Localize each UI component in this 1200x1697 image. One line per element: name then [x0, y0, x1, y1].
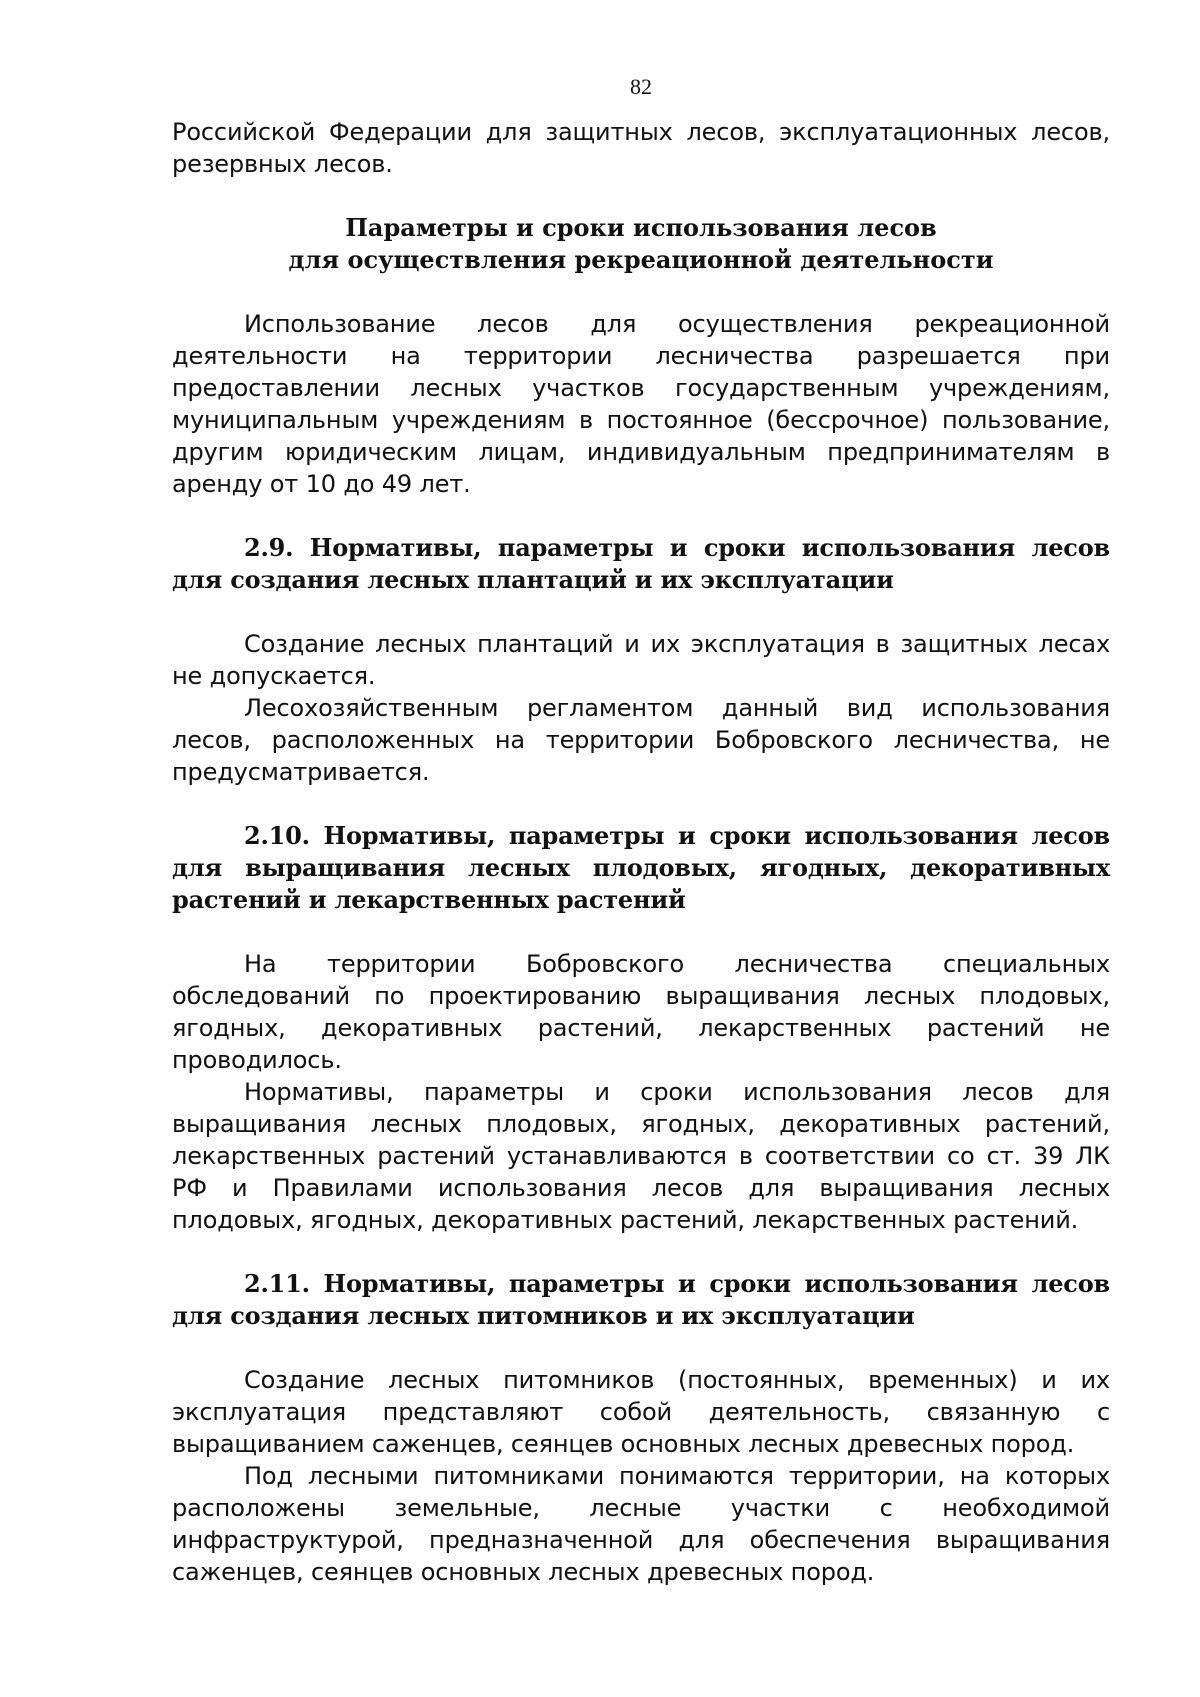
paragraph-continuation: Российской Федерации для защитных лесов, эксплуатационных лесов, резервных лесов. [172, 118, 1110, 178]
paragraph-2-9-a: Создание лесных плантаций и их эксплуатация в защитных лесах не допускается. [172, 630, 1110, 690]
paragraph-2-11-a: Создание лесных питомников (постоянных, временных) и их эксплуатация представляют собой деятельность, связанную с выращиванием саженцев, сеянцев основных лесных древесных пород. [172, 1366, 1110, 1458]
page-number: 82 [630, 74, 652, 99]
heading-recreation-line-1: Параметры и сроки использования лесов [345, 213, 937, 242]
heading-recreation-line-2: для осуществления рекреационной деятельности [288, 245, 994, 274]
document-content [172, 116, 1110, 1588]
paragraph-2-11-b: Под лесными питомниками понимаются территории, на которых расположены земельные, лесные участки с необходимой инфраструктурой, предназначенной для обеспечения выращивания саженцев, сеянцев основных лесных древесных пород. [172, 1462, 1110, 1586]
paragraph-recreation: Использование лесов для осуществления рекреационной деятельности на территории лесничества разрешается при предоставлении лесных участков государственным учреждениям, муниципальным учреждениям в постоянное (бессрочное) пользование, другим юридическим лицам, индивидуальным предпринимателям в аренду от 10 до 49 лет. [172, 310, 1110, 498]
heading-section-2-10: 2.10. Нормативы, параметры и сроки использования лесов для выращивания лесных плодовых, ягодных, декоративных растений и лекарственных растений [172, 821, 1110, 914]
paragraph-2-9-b: Лесохозяйственным регламентом данный вид использования лесов, расположенных на территории Бобровского лесничества, не предусматривается. [172, 694, 1110, 786]
paragraph-2-10-a: На территории Бобровского лесничества специальных обследований по проектированию выращивания лесных плодовых, ягодных, декоративных растений, лекарственных растений не проводилось. [172, 950, 1110, 1074]
paragraph-2-10-b: Нормативы, параметры и сроки использования лесов для выращивания лесных плодовых, ягодных, декоративных растений, лекарственных растений устанавливаются в соответствии со ст. 39 ЛК РФ и Правилами использования лесов для выращивания лесных плодовых, ягодных, декоративных растений, лекарственных растений. [172, 1078, 1110, 1234]
heading-section-2-11: 2.11. Нормативы, параметры и сроки использования лесов для создания лесных питомников и их эксплуатации [172, 1269, 1110, 1330]
heading-section-2-9: 2.9. Нормативы, параметры и сроки использования лесов для создания лесных плантаций и их эксплуатации [172, 533, 1110, 594]
